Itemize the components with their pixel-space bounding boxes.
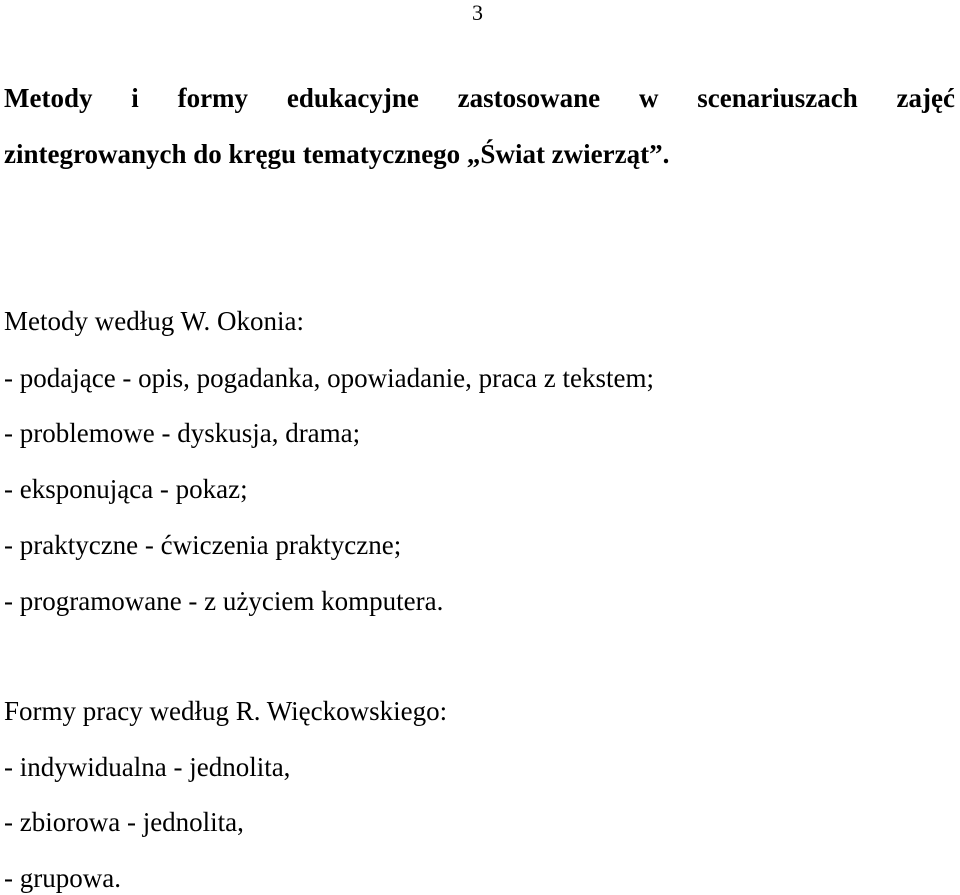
forms-list-item: - grupowa. <box>4 863 121 893</box>
forms-list-item: - indywidualna - jednolita, <box>4 752 291 782</box>
methods-list-item: - problemowe - dyskusja, drama; <box>4 418 361 448</box>
document-title-line-2: zintegrowanych do kręgu tematycznego „Świat zwierząt”. <box>4 139 670 169</box>
methods-list-item: - eksponująca - pokaz; <box>4 474 248 504</box>
forms-heading: Formy pracy według R. Więckowskiego: <box>4 696 448 726</box>
methods-list-item: - praktyczne - ćwiczenia praktyczne; <box>4 530 402 560</box>
methods-heading: Metody według W. Okonia: <box>4 306 304 336</box>
forms-list-item: - zbiorowa - jednolita, <box>4 807 244 837</box>
page-number: 3 <box>472 0 483 25</box>
methods-list-item: - podające - opis, pogadanka, opowiadanie, praca z tekstem; <box>4 363 654 393</box>
document-title-line-1: Metody i formy edukacyjne zastosowane w scenariuszach zajęć <box>4 83 955 113</box>
methods-list-item: - programowane - z użyciem komputera. <box>4 586 444 616</box>
